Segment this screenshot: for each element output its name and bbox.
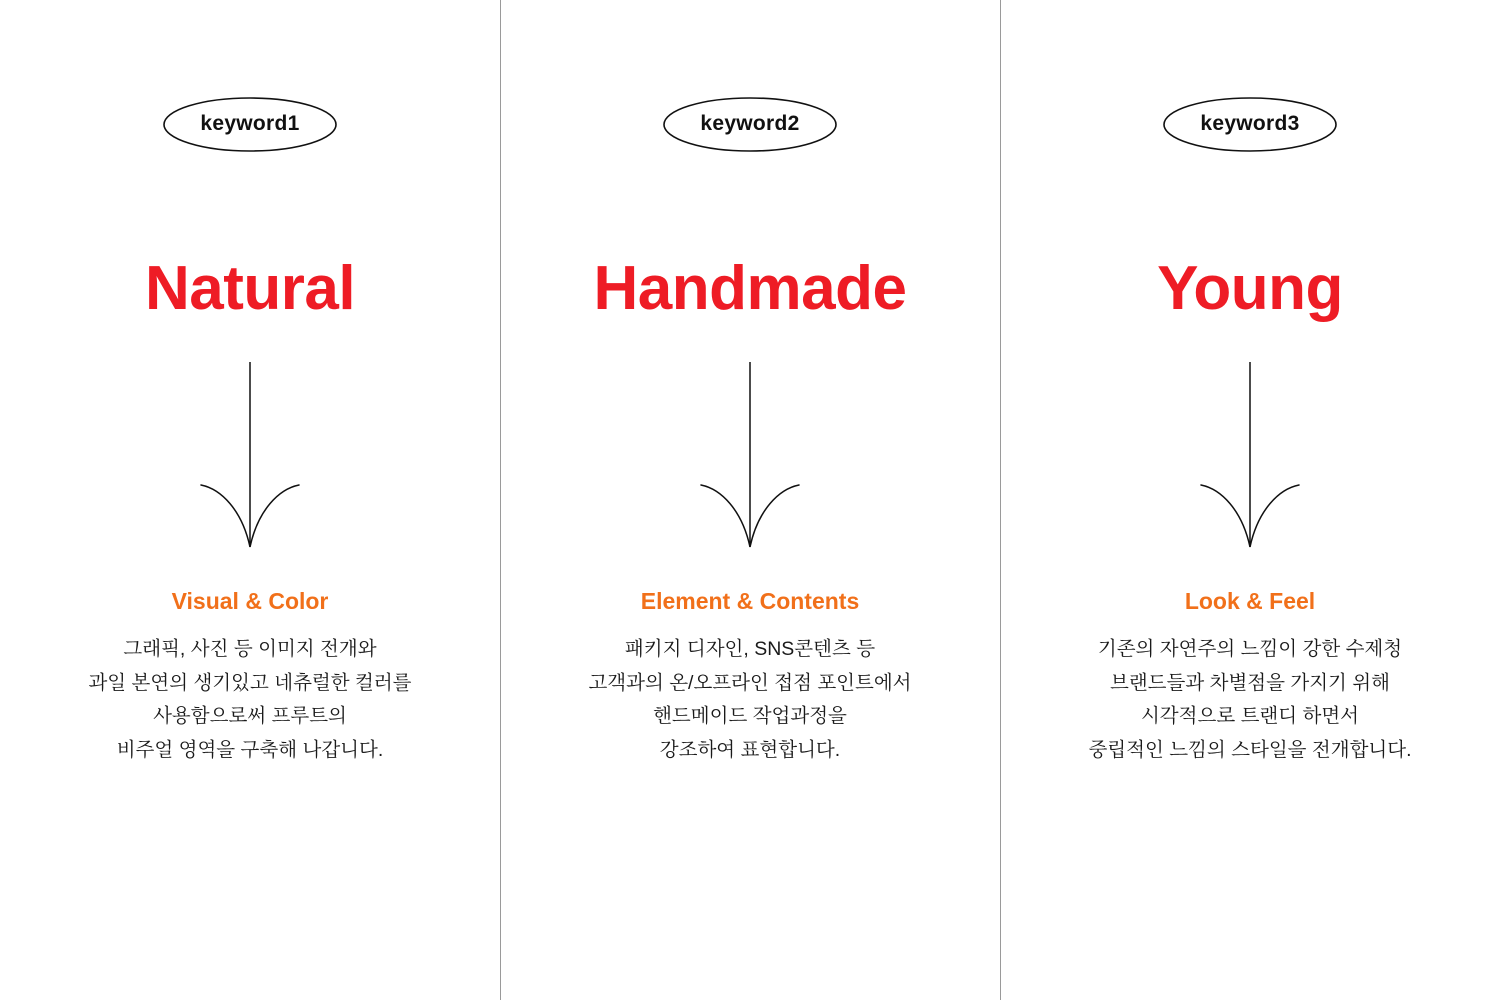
body-copy-1 <box>88 633 411 767</box>
body-line: 중립적인 느낌의 스타일을 전개합니다. <box>1088 738 1412 761</box>
body-line: 시각적으로 트랜디 하면서 <box>1140 705 1360 728</box>
body-line: 고객과의 온/오프라인 접점 포인트에서 <box>588 671 912 694</box>
keyword-badge-1 <box>163 96 337 152</box>
subheading-text: Look & Feel <box>1184 588 1316 614</box>
subheading-text: Visual & Color <box>171 588 329 614</box>
keyword-label: keyword3 <box>1200 112 1300 135</box>
body-copy-3 <box>1088 633 1411 767</box>
keyword-badge-2 <box>663 96 837 152</box>
headline-text: Natural <box>144 254 356 323</box>
arrow-graphic-2 <box>695 362 805 552</box>
arrow-graphic-3 <box>1195 362 1305 552</box>
arrow-graphic-1 <box>195 362 305 552</box>
down-arrow-icon <box>195 362 305 552</box>
body-line: 브랜드들과 차별점을 가지기 위해 <box>1110 671 1390 694</box>
keyword-pill <box>163 97 337 152</box>
body-line: 사용함으로써 프루트의 <box>153 705 347 728</box>
body-line: 강조하여 표현합니다. <box>659 738 841 761</box>
keyword-label: keyword2 <box>700 112 800 135</box>
keyword-column-3 <box>1000 0 1500 1000</box>
keyword-badge-3 <box>1163 96 1337 152</box>
down-arrow-icon <box>1195 362 1305 552</box>
body-line: 비주얼 영역을 구축해 나갑니다. <box>116 738 384 761</box>
body-line: 패키지 디자인, SNS콘텐츠 등 <box>624 638 876 660</box>
keyword-column-2 <box>500 0 1000 1000</box>
headline-text: Handmade <box>593 254 907 323</box>
body-line: 그래픽, 사진 등 이미지 전개와 <box>123 638 377 660</box>
body-line: 기존의 자연주의 느낌이 강한 수제청 <box>1097 638 1403 660</box>
down-arrow-icon <box>695 362 805 552</box>
body-line: 핸드메이드 작업과정을 <box>653 705 847 728</box>
subheading-text: Element & Contents <box>640 588 860 614</box>
headline-text: Young <box>1157 254 1343 323</box>
keyword-label: keyword1 <box>200 112 300 135</box>
body-copy-2 <box>588 633 911 767</box>
body-line: 과일 본연의 생기있고 네츄럴한 컬러를 <box>88 671 412 694</box>
keyword-pill <box>663 97 837 152</box>
keyword-column-1 <box>0 0 500 1000</box>
keyword-pill <box>1163 97 1337 152</box>
